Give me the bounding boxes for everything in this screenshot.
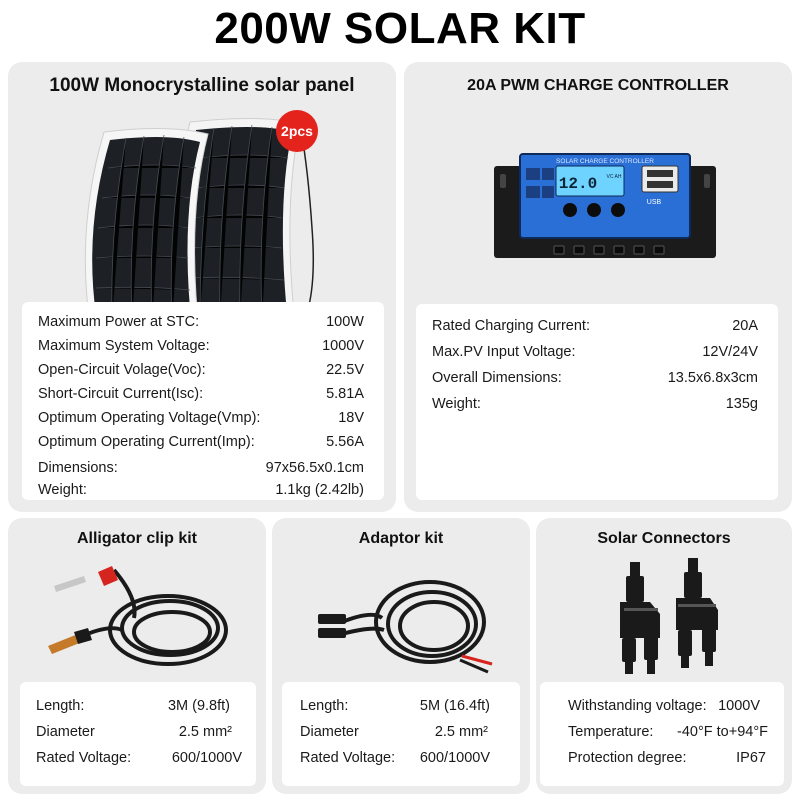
charge-controller-image	[494, 152, 716, 270]
alligator-clip-image	[38, 558, 238, 678]
controller-usb-label: USB	[646, 199, 662, 206]
quantity-badge: 2pcs	[276, 110, 318, 152]
solar-panel-card	[8, 62, 396, 512]
charge-controller-title: 20A PWM CHARGE CONTROLLER	[467, 77, 729, 94]
solar-connectors-image	[616, 558, 726, 680]
adaptor-kit-specs: Length: 5M (16.4ft) Diameter 2.5 mm² Rated Voltage: 600/1000V	[282, 682, 520, 786]
charge-controller-specs: Rated Charging Current: 20A Max.PV Input Voltage: 12V/24V Overall Dimensions: 13.5x6.8x3cm Weight: 135g	[416, 304, 778, 500]
page-title: 200W SOLAR KIT	[214, 4, 586, 53]
solar-panel-specs: Maximum Power at STC: 100W Maximum System Voltage: 1000V Open-Circuit Volage(Voc): 22.5V Short-Circuit Current(Isc): 5.81A Optimum Operating Voltage(Vmp): 18V Optimum Operating Current(Imp): 5.56A Dimensions: 97x56.5x0.1cm Weight: 1.1kg (2.42lb)	[22, 302, 384, 500]
solar-connectors-title: Solar Connectors	[597, 530, 731, 547]
charge-controller-card	[404, 62, 792, 512]
solar-connectors-specs: Withstanding voltage: 1000V Temperature: -40°F to+94°F Protection degree: IP67	[540, 682, 784, 786]
controller-display-units: VC AH	[606, 174, 622, 180]
alligator-clip-card	[8, 518, 266, 794]
adaptor-kit-title: Adaptor kit	[358, 530, 444, 547]
adaptor-kit-card	[272, 518, 530, 794]
controller-display-value: 12.0	[558, 175, 598, 193]
solar-panel-title: 100W Monocrystalline solar panel	[49, 75, 355, 96]
alligator-clip-specs: Length: 3M (9.8ft) Diameter 2.5 mm² Rated Voltage: 600/1000V	[20, 682, 256, 786]
adaptor-kit-image	[312, 560, 502, 678]
controller-device-label: SOLAR CHARGE CONTROLLER	[556, 158, 654, 165]
alligator-clip-title: Alligator clip kit	[76, 530, 197, 547]
solar-connectors-card	[536, 518, 792, 794]
